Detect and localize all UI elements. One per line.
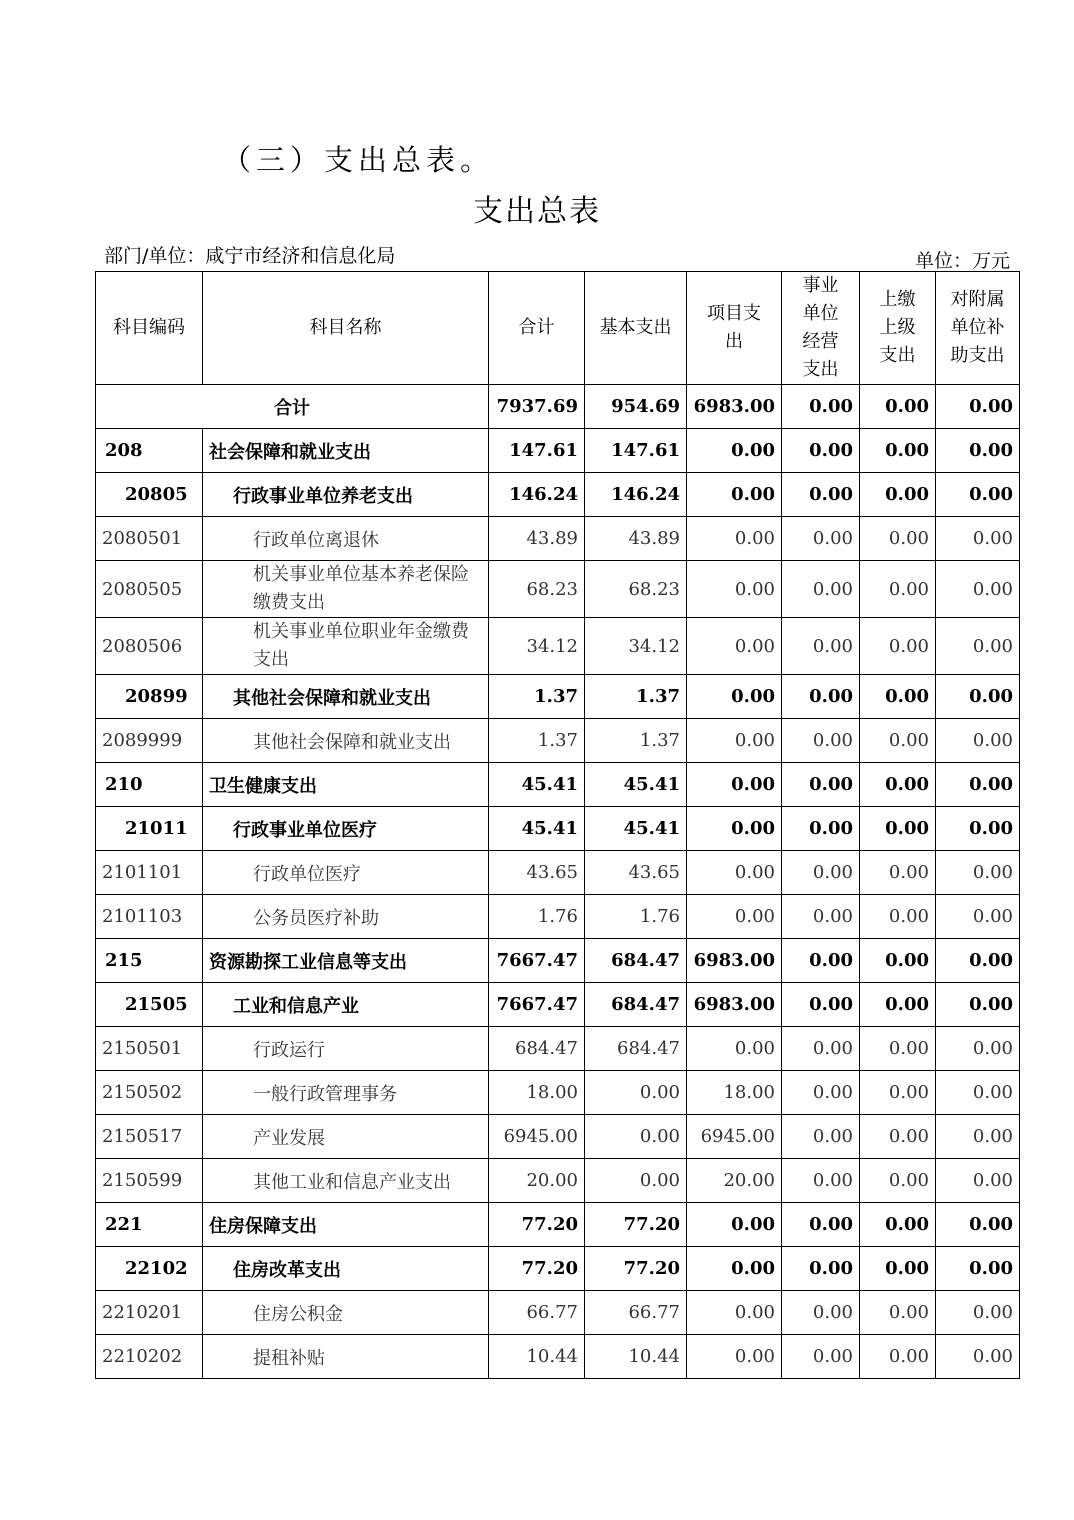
total-row-label: 合计 <box>96 385 489 429</box>
row-subsidy: 0.00 <box>936 1159 1020 1203</box>
row-upper: 0.00 <box>860 983 936 1027</box>
row-project: 0.00 <box>687 517 782 561</box>
table-row <box>96 618 1020 675</box>
row-subsidy: 0.00 <box>936 939 1020 983</box>
row-basic: 43.89 <box>585 517 687 561</box>
row-code: 208 <box>96 429 203 473</box>
table-row <box>96 719 1020 763</box>
table-row <box>96 1071 1020 1115</box>
row-basic: 66.77 <box>585 1291 687 1335</box>
table-row <box>96 473 1020 517</box>
table-row <box>96 517 1020 561</box>
col-header-subsidy: 对附属单位补助支出 <box>936 272 1020 385</box>
row-total: 68.23 <box>489 561 585 618</box>
row-total: 6945.00 <box>489 1115 585 1159</box>
row-name: 行政单位医疗 <box>203 851 489 895</box>
row-code: 2210201 <box>96 1291 203 1335</box>
row-business: 0.00 <box>782 429 860 473</box>
row-upper: 0.00 <box>860 763 936 807</box>
row-upper: 0.00 <box>860 561 936 618</box>
table-row <box>96 939 1020 983</box>
row-upper: 0.00 <box>860 1247 936 1291</box>
row-code: 2080505 <box>96 561 203 618</box>
row-total: 7667.47 <box>489 939 585 983</box>
row-upper: 0.00 <box>860 1115 936 1159</box>
row-total: 146.24 <box>489 473 585 517</box>
table-row <box>96 1159 1020 1203</box>
col-header-total: 合计 <box>489 272 585 385</box>
row-project: 0.00 <box>687 473 782 517</box>
row-basic: 45.41 <box>585 763 687 807</box>
col-header-code: 科目编码 <box>96 272 203 385</box>
row-subsidy: 0.00 <box>936 1247 1020 1291</box>
row-code: 2150501 <box>96 1027 203 1071</box>
row-project: 0.00 <box>687 807 782 851</box>
department-label: 部门/单位：咸宁市经济和信息化局 <box>104 245 396 267</box>
row-upper: 0.00 <box>860 473 936 517</box>
row-name: 其他社会保障和就业支出 <box>203 719 489 763</box>
row-upper: 0.00 <box>860 1159 936 1203</box>
row-business: 0.00 <box>782 1203 860 1247</box>
table-row <box>96 429 1020 473</box>
table-row <box>96 983 1020 1027</box>
row-business: 0.00 <box>782 763 860 807</box>
row-subsidy: 0.00 <box>936 807 1020 851</box>
row-name: 行政事业单位医疗 <box>203 807 489 851</box>
row-total: 1.76 <box>489 895 585 939</box>
expenditure-table <box>95 271 1020 1379</box>
row-business: 0.00 <box>782 473 860 517</box>
row-name: 产业发展 <box>203 1115 489 1159</box>
row-code: 210 <box>96 763 203 807</box>
row-basic: 43.65 <box>585 851 687 895</box>
row-name: 社会保障和就业支出 <box>203 429 489 473</box>
row-business: 0.00 <box>782 675 860 719</box>
row-basic: 1.76 <box>585 895 687 939</box>
unit-label: 单位：万元 <box>914 250 1010 272</box>
row-project: 6983.00 <box>687 983 782 1027</box>
row-code: 21505 <box>96 983 203 1027</box>
table-row <box>96 1115 1020 1159</box>
row-upper: 0.00 <box>860 895 936 939</box>
row-name: 资源勘探工业信息等支出 <box>203 939 489 983</box>
total-row-project: 6983.00 <box>687 385 782 429</box>
row-business: 0.00 <box>782 618 860 675</box>
row-total: 43.65 <box>489 851 585 895</box>
row-subsidy: 0.00 <box>936 473 1020 517</box>
row-subsidy: 0.00 <box>936 983 1020 1027</box>
row-code: 2210202 <box>96 1335 203 1379</box>
row-upper: 0.00 <box>860 675 936 719</box>
total-row-subsidy: 0.00 <box>936 385 1020 429</box>
row-subsidy: 0.00 <box>936 1027 1020 1071</box>
row-upper: 0.00 <box>860 851 936 895</box>
table-title: 支出总表 <box>473 194 601 229</box>
row-business: 0.00 <box>782 807 860 851</box>
row-subsidy: 0.00 <box>936 675 1020 719</box>
row-basic: 10.44 <box>585 1335 687 1379</box>
row-name: 其他社会保障和就业支出 <box>203 675 489 719</box>
table-row <box>96 851 1020 895</box>
col-header-basic: 基本支出 <box>585 272 687 385</box>
row-name: 机关事业单位职业年金缴费支出 <box>203 618 489 675</box>
row-basic: 77.20 <box>585 1247 687 1291</box>
row-code: 2150599 <box>96 1159 203 1203</box>
row-upper: 0.00 <box>860 429 936 473</box>
row-subsidy: 0.00 <box>936 851 1020 895</box>
row-name: 住房改革支出 <box>203 1247 489 1291</box>
row-project: 0.00 <box>687 1291 782 1335</box>
row-upper: 0.00 <box>860 939 936 983</box>
row-project: 0.00 <box>687 1247 782 1291</box>
row-basic: 0.00 <box>585 1159 687 1203</box>
row-subsidy: 0.00 <box>936 895 1020 939</box>
row-basic: 77.20 <box>585 1203 687 1247</box>
col-header-upper: 上缴上级支出 <box>860 272 936 385</box>
row-code: 215 <box>96 939 203 983</box>
row-total: 7667.47 <box>489 983 585 1027</box>
table-row <box>96 675 1020 719</box>
table-row <box>96 1027 1020 1071</box>
row-total: 1.37 <box>489 719 585 763</box>
row-subsidy: 0.00 <box>936 1203 1020 1247</box>
row-basic: 684.47 <box>585 983 687 1027</box>
row-total: 77.20 <box>489 1247 585 1291</box>
row-basic: 0.00 <box>585 1071 687 1115</box>
row-subsidy: 0.00 <box>936 1335 1020 1379</box>
row-business: 0.00 <box>782 1115 860 1159</box>
row-basic: 146.24 <box>585 473 687 517</box>
row-name: 行政运行 <box>203 1027 489 1071</box>
row-basic: 1.37 <box>585 675 687 719</box>
row-basic: 0.00 <box>585 1115 687 1159</box>
row-business: 0.00 <box>782 895 860 939</box>
row-code: 2089999 <box>96 719 203 763</box>
row-basic: 1.37 <box>585 719 687 763</box>
row-subsidy: 0.00 <box>936 1291 1020 1335</box>
total-row-basic: 954.69 <box>585 385 687 429</box>
table-row <box>96 561 1020 618</box>
row-project: 0.00 <box>687 895 782 939</box>
header-row <box>96 272 1020 385</box>
row-upper: 0.00 <box>860 1335 936 1379</box>
row-total: 66.77 <box>489 1291 585 1335</box>
row-name: 住房保障支出 <box>203 1203 489 1247</box>
row-name: 公务员医疗补助 <box>203 895 489 939</box>
row-total: 1.37 <box>489 675 585 719</box>
row-project: 0.00 <box>687 1203 782 1247</box>
row-upper: 0.00 <box>860 807 936 851</box>
row-business: 0.00 <box>782 1335 860 1379</box>
row-name: 提租补贴 <box>203 1335 489 1379</box>
row-upper: 0.00 <box>860 517 936 561</box>
row-name: 其他工业和信息产业支出 <box>203 1159 489 1203</box>
row-business: 0.00 <box>782 1291 860 1335</box>
row-business: 0.00 <box>782 983 860 1027</box>
row-subsidy: 0.00 <box>936 763 1020 807</box>
row-total: 34.12 <box>489 618 585 675</box>
row-total: 684.47 <box>489 1027 585 1071</box>
table-row <box>96 763 1020 807</box>
row-name: 卫生健康支出 <box>203 763 489 807</box>
row-basic: 684.47 <box>585 1027 687 1071</box>
row-basic: 684.47 <box>585 939 687 983</box>
row-project: 6983.00 <box>687 939 782 983</box>
row-upper: 0.00 <box>860 1071 936 1115</box>
row-name: 住房公积金 <box>203 1291 489 1335</box>
row-total: 77.20 <box>489 1203 585 1247</box>
row-subsidy: 0.00 <box>936 1115 1020 1159</box>
table-row <box>96 1247 1020 1291</box>
row-total: 147.61 <box>489 429 585 473</box>
row-total: 20.00 <box>489 1159 585 1203</box>
row-project: 20.00 <box>687 1159 782 1203</box>
table-row <box>96 1335 1020 1379</box>
total-row <box>96 385 1020 429</box>
row-code: 221 <box>96 1203 203 1247</box>
row-project: 0.00 <box>687 1335 782 1379</box>
row-business: 0.00 <box>782 1027 860 1071</box>
row-name: 一般行政管理事务 <box>203 1071 489 1115</box>
row-total: 43.89 <box>489 517 585 561</box>
table-row <box>96 895 1020 939</box>
table-row <box>96 1291 1020 1335</box>
row-name: 行政单位离退休 <box>203 517 489 561</box>
row-project: 0.00 <box>687 851 782 895</box>
section-heading: （三）支出总表。 <box>222 143 495 177</box>
row-subsidy: 0.00 <box>936 561 1020 618</box>
row-subsidy: 0.00 <box>936 429 1020 473</box>
row-business: 0.00 <box>782 851 860 895</box>
row-business: 0.00 <box>782 1159 860 1203</box>
row-code: 2080506 <box>96 618 203 675</box>
row-total: 18.00 <box>489 1071 585 1115</box>
row-basic: 34.12 <box>585 618 687 675</box>
row-subsidy: 0.00 <box>936 719 1020 763</box>
row-upper: 0.00 <box>860 1203 936 1247</box>
row-business: 0.00 <box>782 1247 860 1291</box>
row-project: 0.00 <box>687 675 782 719</box>
row-basic: 147.61 <box>585 429 687 473</box>
row-subsidy: 0.00 <box>936 1071 1020 1115</box>
col-header-project: 项目支出 <box>687 272 782 385</box>
row-business: 0.00 <box>782 719 860 763</box>
row-upper: 0.00 <box>860 1291 936 1335</box>
table-row <box>96 807 1020 851</box>
col-header-name: 科目名称 <box>203 272 489 385</box>
row-name: 工业和信息产业 <box>203 983 489 1027</box>
row-business: 0.00 <box>782 517 860 561</box>
row-total: 45.41 <box>489 807 585 851</box>
total-row-business: 0.00 <box>782 385 860 429</box>
row-upper: 0.00 <box>860 719 936 763</box>
row-subsidy: 0.00 <box>936 517 1020 561</box>
row-upper: 0.00 <box>860 1027 936 1071</box>
row-name: 行政事业单位养老支出 <box>203 473 489 517</box>
row-project: 0.00 <box>687 561 782 618</box>
row-business: 0.00 <box>782 939 860 983</box>
row-upper: 0.00 <box>860 618 936 675</box>
row-code: 20899 <box>96 675 203 719</box>
table-row <box>96 1203 1020 1247</box>
row-code: 22102 <box>96 1247 203 1291</box>
row-business: 0.00 <box>782 561 860 618</box>
row-code: 2080501 <box>96 517 203 561</box>
row-code: 20805 <box>96 473 203 517</box>
row-project: 6945.00 <box>687 1115 782 1159</box>
row-business: 0.00 <box>782 1071 860 1115</box>
row-project: 0.00 <box>687 719 782 763</box>
row-code: 2150517 <box>96 1115 203 1159</box>
row-subsidy: 0.00 <box>936 618 1020 675</box>
row-code: 21011 <box>96 807 203 851</box>
row-total: 10.44 <box>489 1335 585 1379</box>
row-code: 2150502 <box>96 1071 203 1115</box>
row-project: 18.00 <box>687 1071 782 1115</box>
row-name: 机关事业单位基本养老保险缴费支出 <box>203 561 489 618</box>
col-header-business: 事业单位经营支出 <box>782 272 860 385</box>
row-code: 2101103 <box>96 895 203 939</box>
row-project: 0.00 <box>687 618 782 675</box>
total-row-upper: 0.00 <box>860 385 936 429</box>
row-basic: 68.23 <box>585 561 687 618</box>
row-code: 2101101 <box>96 851 203 895</box>
total-row-total: 7937.69 <box>489 385 585 429</box>
row-project: 0.00 <box>687 429 782 473</box>
row-total: 45.41 <box>489 763 585 807</box>
row-project: 0.00 <box>687 1027 782 1071</box>
row-basic: 45.41 <box>585 807 687 851</box>
row-project: 0.00 <box>687 763 782 807</box>
